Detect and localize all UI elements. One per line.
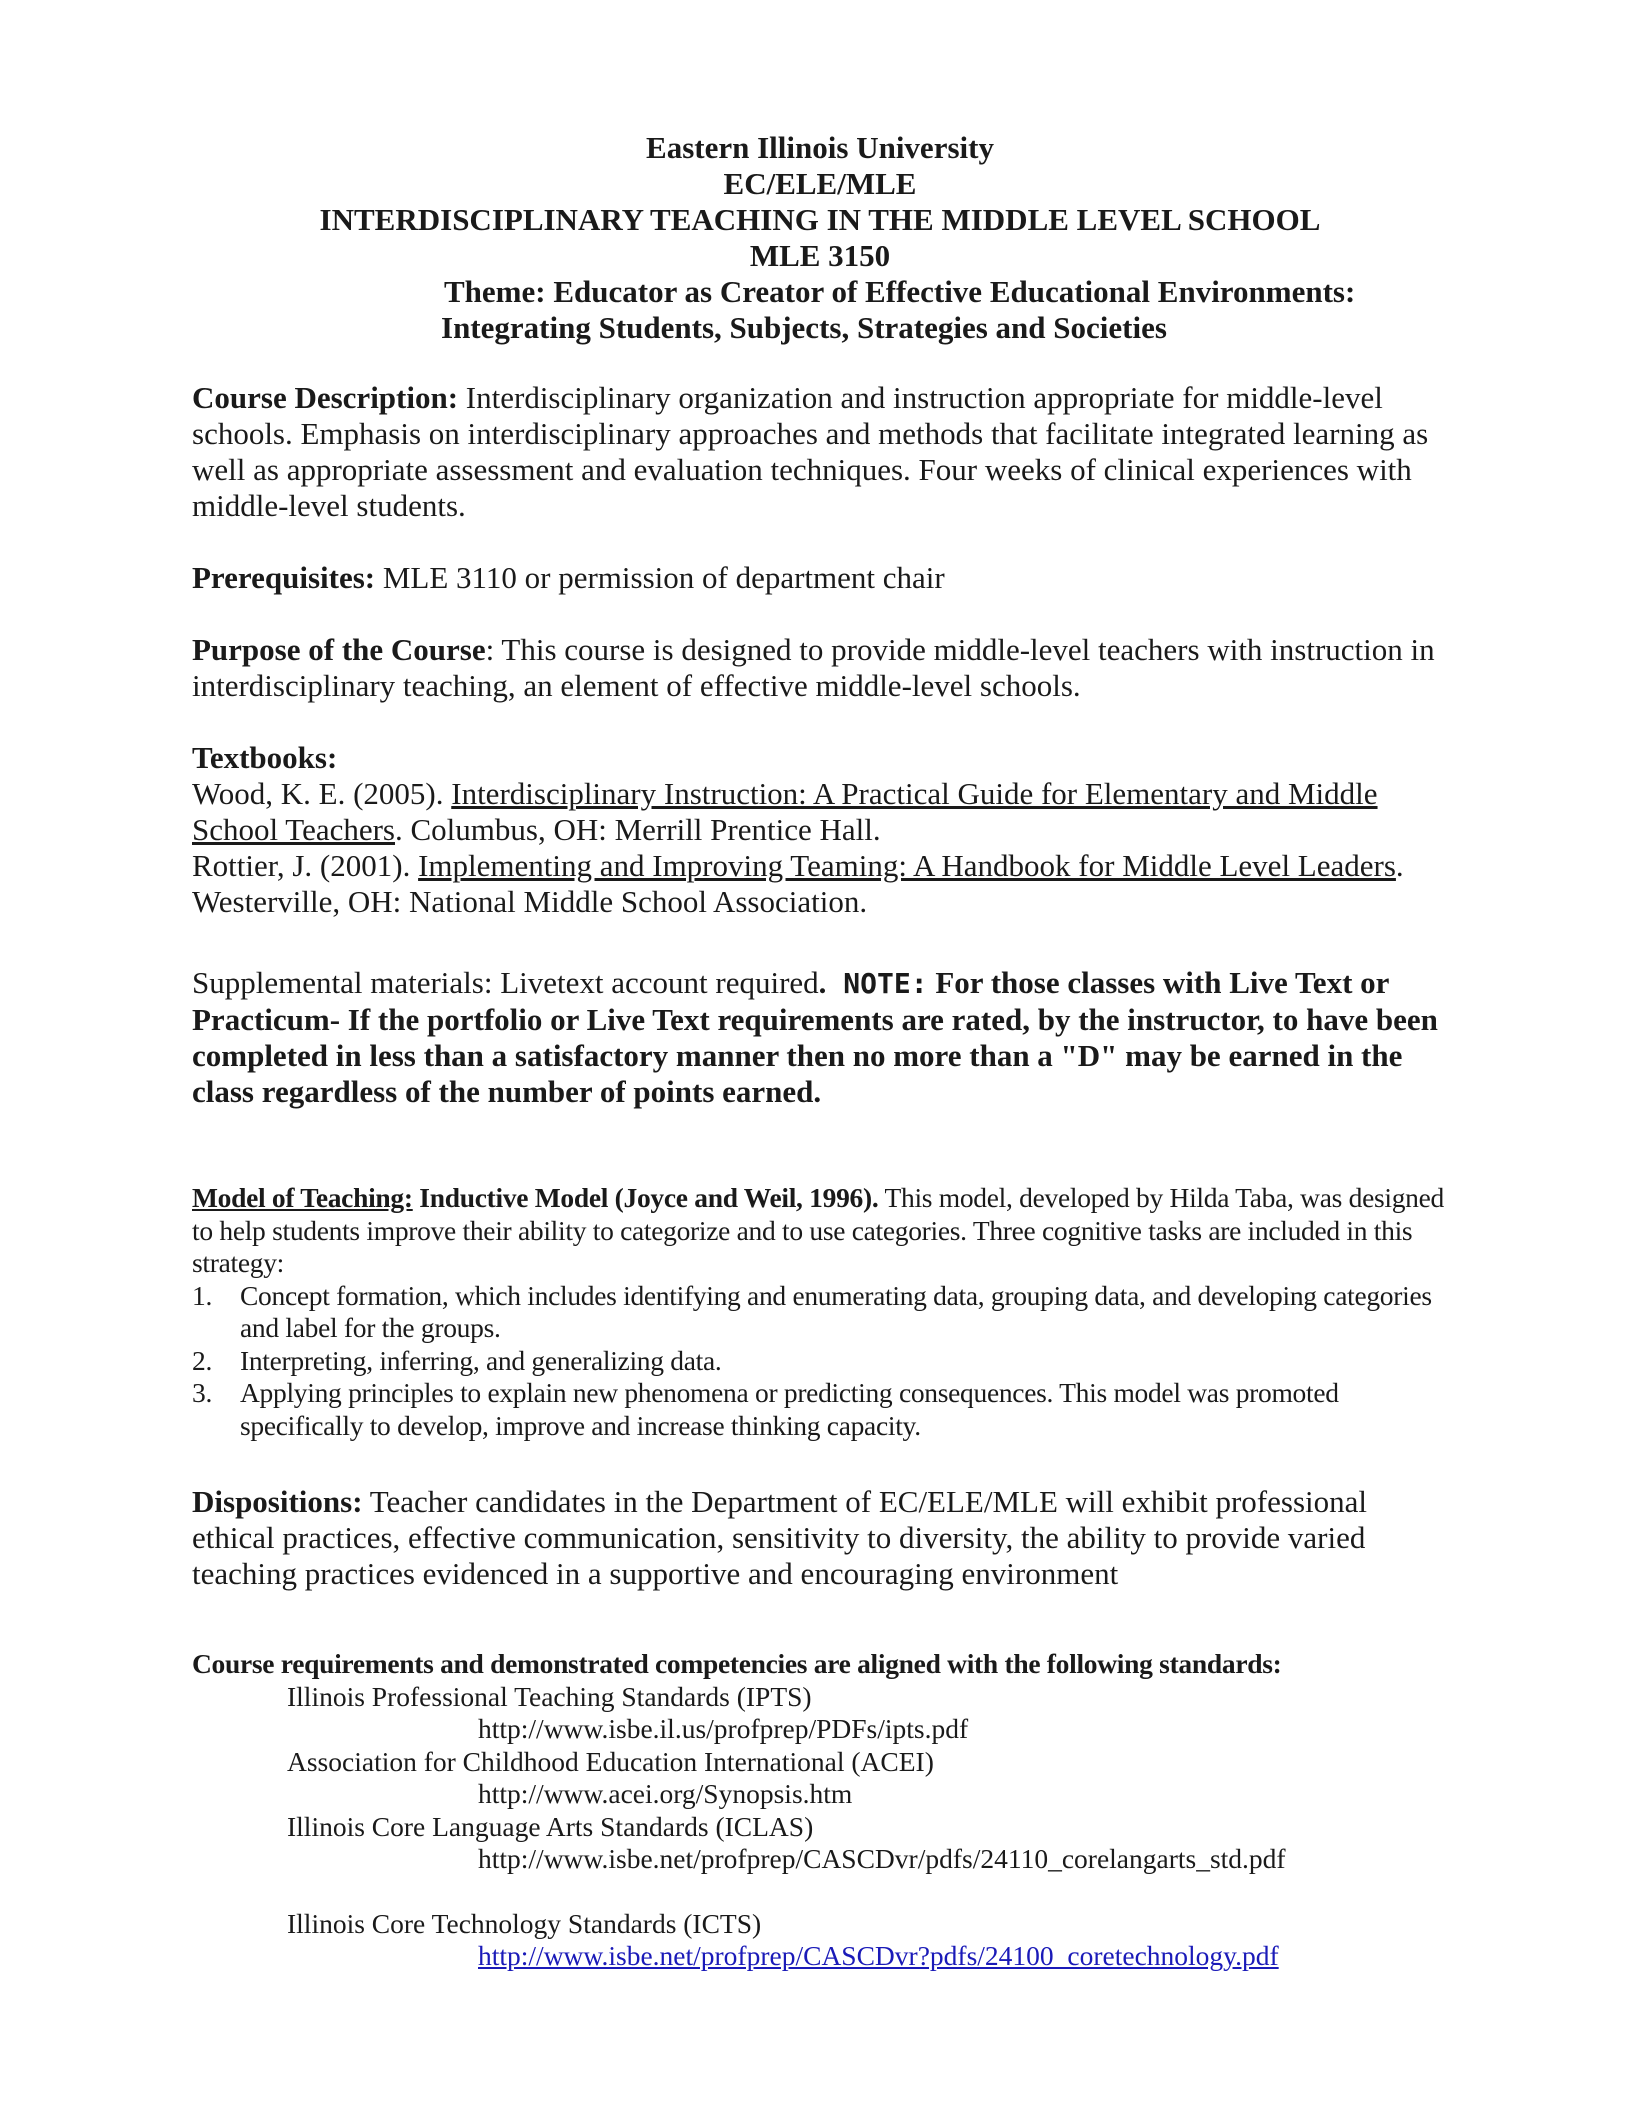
textbook-title: Implementing and Improving Teaming: A Handbook for Middle Level Leaders	[418, 848, 1396, 883]
model-of-teaching	[192, 1182, 1452, 1442]
standard-name: Illinois Professional Teaching Standards (IPTS)	[287, 1680, 812, 1712]
textbook-publisher: . Westerville, OH: National Middle School Association.	[192, 848, 1404, 919]
list-item-number: 1.	[192, 1279, 213, 1311]
course-title: INTERDISCIPLINARY TEACHING IN THE MIDDLE LEVEL SCHOOL	[319, 202, 1321, 237]
supplemental-text: Supplemental materials: Livetext account required	[192, 965, 819, 1000]
university-name: Eastern Illinois University	[646, 130, 994, 165]
course-theme-line2: Integrating Students, Subjects, Strategies and Societies	[441, 310, 1167, 345]
prerequisites	[192, 560, 1452, 596]
prerequisites-label: Prerequisites:	[192, 560, 376, 595]
textbook-author: Wood, K. E. (2005).	[192, 776, 452, 811]
textbooks-section	[192, 740, 1452, 920]
course-purpose-text: : This course is designed to provide middle-level teachers with instruction in interdisciplinary teaching, an element of effective middle-level schools.	[192, 632, 1435, 703]
standards-section	[192, 1648, 1452, 1973]
standard-name: Illinois Core Technology Standards (ICTS)	[287, 1907, 762, 1939]
list-item	[192, 1345, 1452, 1378]
model-name: Inductive Model (Joyce and Weil, 1996).	[412, 1182, 879, 1213]
course-purpose-label: Purpose of the Course	[192, 632, 486, 667]
textbook-title: Interdisciplinary Instruction: A Practical Guide for Elementary and Middle School Teachers	[192, 776, 1378, 847]
standard-name: Association for Childhood Education International (ACEI)	[287, 1745, 934, 1777]
course-description	[192, 380, 1452, 524]
model-text: This model, developed by Hilda Taba, was designed to help students improve their ability to categorize and to use categories. Three cognitive tasks are included in this strategy:	[192, 1182, 1444, 1278]
textbook-publisher: . Columbus, OH: Merrill Prentice Hall.	[395, 812, 881, 847]
course-theme-line1: Theme: Educator as Creator of Effective Educational Environments:	[444, 274, 1356, 309]
list-item-number: 2.	[192, 1344, 213, 1376]
supplemental-materials	[192, 965, 1452, 1110]
note-text: For those classes with Live Text or Practicum- If the portfolio or Live Text requirements are rated, by the instructor, to have been completed in less than a satisfactory manner then no more than a "D" may be earned in the class regardless of the number of points earned.	[192, 965, 1438, 1109]
textbooks-heading: Textbooks:	[192, 740, 338, 775]
spacer	[192, 1876, 1452, 1908]
textbook-entry	[192, 776, 1452, 848]
textbook-author: Rottier, J. (2001).	[192, 848, 419, 883]
department-name: EC/ELE/MLE	[723, 166, 917, 201]
standard-link[interactable]: http://www.isbe.net/profprep/CASCDvr?pdfs/24100_coretechnology.pdf	[478, 1940, 1279, 1971]
course-description-text: Interdisciplinary organization and instruction appropriate for middle-level schools. Emphasis on interdisciplinary approaches and methods that facilitate integrated learning as well as appropriate assessment and evaluation techniques. Four weeks of clinical experiences with middle-level students.	[192, 380, 1429, 523]
standard-name: Illinois Core Language Arts Standards (ICLAS)	[287, 1810, 814, 1842]
standard-url: http://www.isbe.il.us/profprep/PDFs/ipts.pdf	[478, 1713, 969, 1744]
list-item-text: Applying principles to explain new phenomena or predicting consequences. This model was promoted specifically to develop, improve and increase thinking capacity.	[240, 1377, 1339, 1441]
list-item	[192, 1377, 1452, 1442]
list-item-number: 3.	[192, 1377, 213, 1408]
standard-url: http://www.acei.org/Synopsis.htm	[478, 1778, 853, 1809]
supplemental-period: .	[818, 965, 827, 1000]
course-purpose	[192, 632, 1452, 704]
textbook-entry	[192, 848, 1452, 920]
course-description-label: Course Description:	[192, 380, 459, 415]
model-label: Model of Teaching:	[192, 1182, 413, 1213]
list-item-text: Concept formation, which includes identifying and enumerating data, grouping data, and developing categories and label for the groups.	[240, 1279, 1432, 1343]
note-label: NOTE:	[826, 967, 928, 1000]
list-item-text: Interpreting, inferring, and generalizing data.	[240, 1344, 722, 1376]
list-item	[192, 1280, 1452, 1345]
dispositions	[192, 1484, 1452, 1592]
prerequisites-text: MLE 3110 or permission of department chair	[375, 560, 945, 595]
course-number: MLE 3150	[749, 238, 891, 273]
dispositions-label: Dispositions:	[192, 1484, 363, 1519]
dispositions-text: Teacher candidates in the Department of EC/ELE/MLE will exhibit professional ethical practices, effective communication, sensitivity to diversity, the ability to provide varied teaching practices evidenced in a supportive and encouraging environment	[192, 1484, 1368, 1591]
standard-url: http://www.isbe.net/profprep/CASCDvr/pdfs/24110_corelangarts_std.pdf	[478, 1843, 1286, 1874]
document-header	[0, 130, 1640, 346]
model-steps-list	[192, 1280, 1452, 1443]
standard-url-container	[192, 1940, 1452, 1973]
standards-heading: Course requirements and demonstrated competencies are aligned with the following standards:	[192, 1648, 1282, 1679]
